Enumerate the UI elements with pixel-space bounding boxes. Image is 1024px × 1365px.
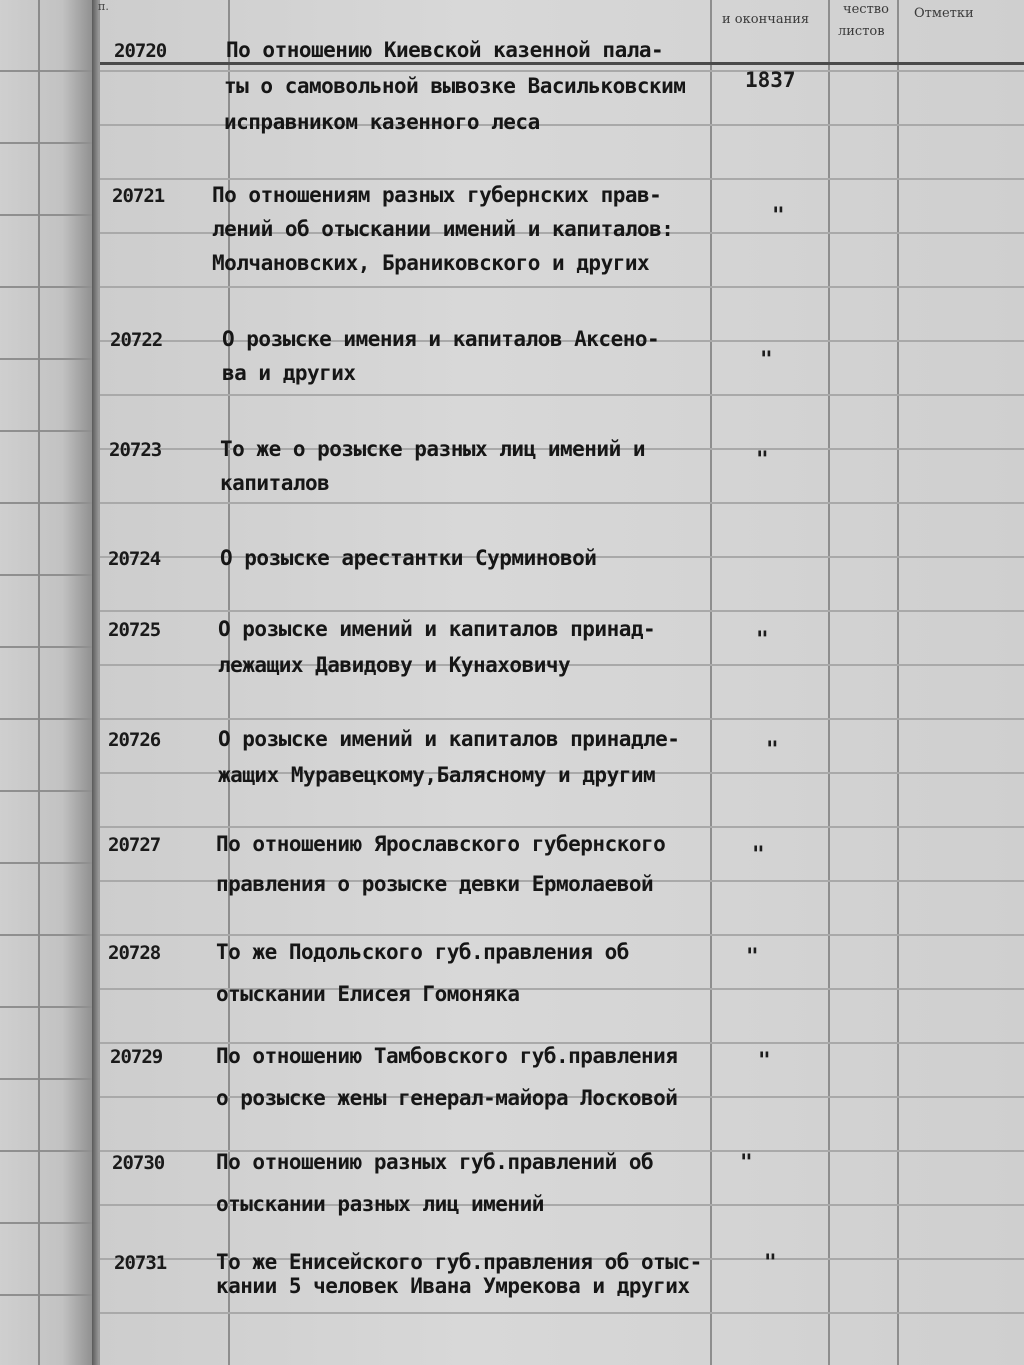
entry-year: " bbox=[740, 1150, 753, 1174]
entry-number: 20730 bbox=[112, 1152, 165, 1174]
ruling-line bbox=[100, 934, 1024, 936]
column-divider-notes bbox=[897, 0, 899, 1365]
entry-description-line: кании 5 человек Ивана Умрекова и других bbox=[216, 1274, 690, 1298]
entry-description-line: По отношению Тамбовского губ.правления bbox=[216, 1044, 678, 1068]
facing-page-column-line bbox=[38, 0, 40, 1365]
header-col-notes: Отметки bbox=[914, 6, 974, 21]
ruling-line bbox=[100, 394, 1024, 396]
entry-number: 20731 bbox=[114, 1252, 167, 1274]
ruling-line bbox=[100, 178, 1024, 180]
entry-description-line: По отношению разных губ.правлений об bbox=[216, 1150, 654, 1174]
entry-number: 20721 bbox=[112, 185, 165, 207]
ruling-line bbox=[100, 502, 1024, 504]
entry-description-line: отыскании Елисея Гомоняка bbox=[216, 982, 520, 1006]
entry-number: 20729 bbox=[110, 1046, 163, 1068]
entry-year: " bbox=[764, 1250, 777, 1274]
entry-description-line: О розыске имений и капиталов принад- bbox=[218, 617, 656, 641]
entry-description-line: По отношению Киевской казенной пала- bbox=[226, 38, 664, 62]
entry-year: " bbox=[758, 1048, 771, 1072]
entry-description-line: отыскании разных лиц имений bbox=[216, 1192, 544, 1216]
entry-description-line: О розыске имений и капиталов принадле- bbox=[218, 727, 680, 751]
ruling-line bbox=[100, 286, 1024, 288]
ruling-line bbox=[100, 1312, 1024, 1314]
entry-year: " bbox=[772, 203, 785, 227]
entry-description-line: О розыске имения и капиталов Аксено- bbox=[222, 327, 660, 351]
entry-description-line: исправником казенного леса bbox=[224, 110, 540, 134]
entry-description-line: По отношению Ярославского губернского bbox=[216, 832, 666, 856]
facing-page bbox=[0, 0, 96, 1365]
entry-year: " bbox=[766, 737, 779, 761]
entry-number: 20722 bbox=[110, 329, 163, 351]
entry-number: 20728 bbox=[108, 942, 161, 964]
entry-description-line: О розыске арестантки Сурминовой bbox=[220, 546, 597, 570]
entry-description-line: лежащих Давидову и Кунаховичу bbox=[218, 653, 571, 677]
entry-description-line: То же о розыске разных лиц имений и bbox=[220, 437, 646, 461]
entry-year: " bbox=[760, 347, 773, 371]
entry-number: 20727 bbox=[108, 834, 161, 856]
column-divider-dates bbox=[710, 0, 712, 1365]
entry-description-line: По отношениям разных губернских прав- bbox=[212, 183, 662, 207]
ruling-line bbox=[100, 826, 1024, 828]
entry-description-line: ва и других bbox=[222, 361, 356, 385]
entry-year: " bbox=[756, 627, 769, 651]
entry-year: " bbox=[752, 842, 765, 866]
entry-description-line: правления о розыске девки Ермолаевой bbox=[216, 872, 654, 896]
entry-description-line: о розыске жены генерал-майора Лосковой bbox=[216, 1086, 678, 1110]
ruling-line bbox=[100, 610, 1024, 612]
header-col-sheets-top: чество bbox=[843, 2, 889, 17]
entry-description-line: То же Енисейского губ.правления об отыс- bbox=[216, 1250, 702, 1274]
entry-year: " bbox=[756, 447, 769, 471]
ruling-line bbox=[100, 70, 1024, 72]
entry-number: 20720 bbox=[114, 40, 167, 62]
entry-year: " bbox=[746, 944, 759, 968]
entry-description-line: капиталов bbox=[220, 471, 330, 495]
entry-number: 20723 bbox=[109, 439, 162, 461]
entry-description-line: жащих Муравецкому,Балясному и другим bbox=[218, 763, 656, 787]
header-col-number: п. bbox=[98, 0, 109, 13]
entry-number: 20726 bbox=[108, 729, 161, 751]
entry-description-line: ты о самовольной вывозке Васильковским bbox=[224, 74, 686, 98]
entry-number: 20725 bbox=[108, 619, 161, 641]
ruling-line bbox=[100, 718, 1024, 720]
header-rule bbox=[100, 62, 1024, 65]
entry-year: 1837 bbox=[745, 68, 796, 92]
header-col-dates: и окончания bbox=[722, 12, 810, 27]
entry-description-line: лений об отыскании имений и капиталов: bbox=[212, 217, 674, 241]
entry-description-line: Молчановских, Браниковского и других bbox=[212, 251, 650, 275]
column-divider-sheets bbox=[828, 0, 830, 1365]
entry-number: 20724 bbox=[108, 548, 161, 570]
entry-description-line: То же Подольского губ.правления об bbox=[216, 940, 629, 964]
header-col-sheets-bottom: листов bbox=[838, 24, 885, 39]
